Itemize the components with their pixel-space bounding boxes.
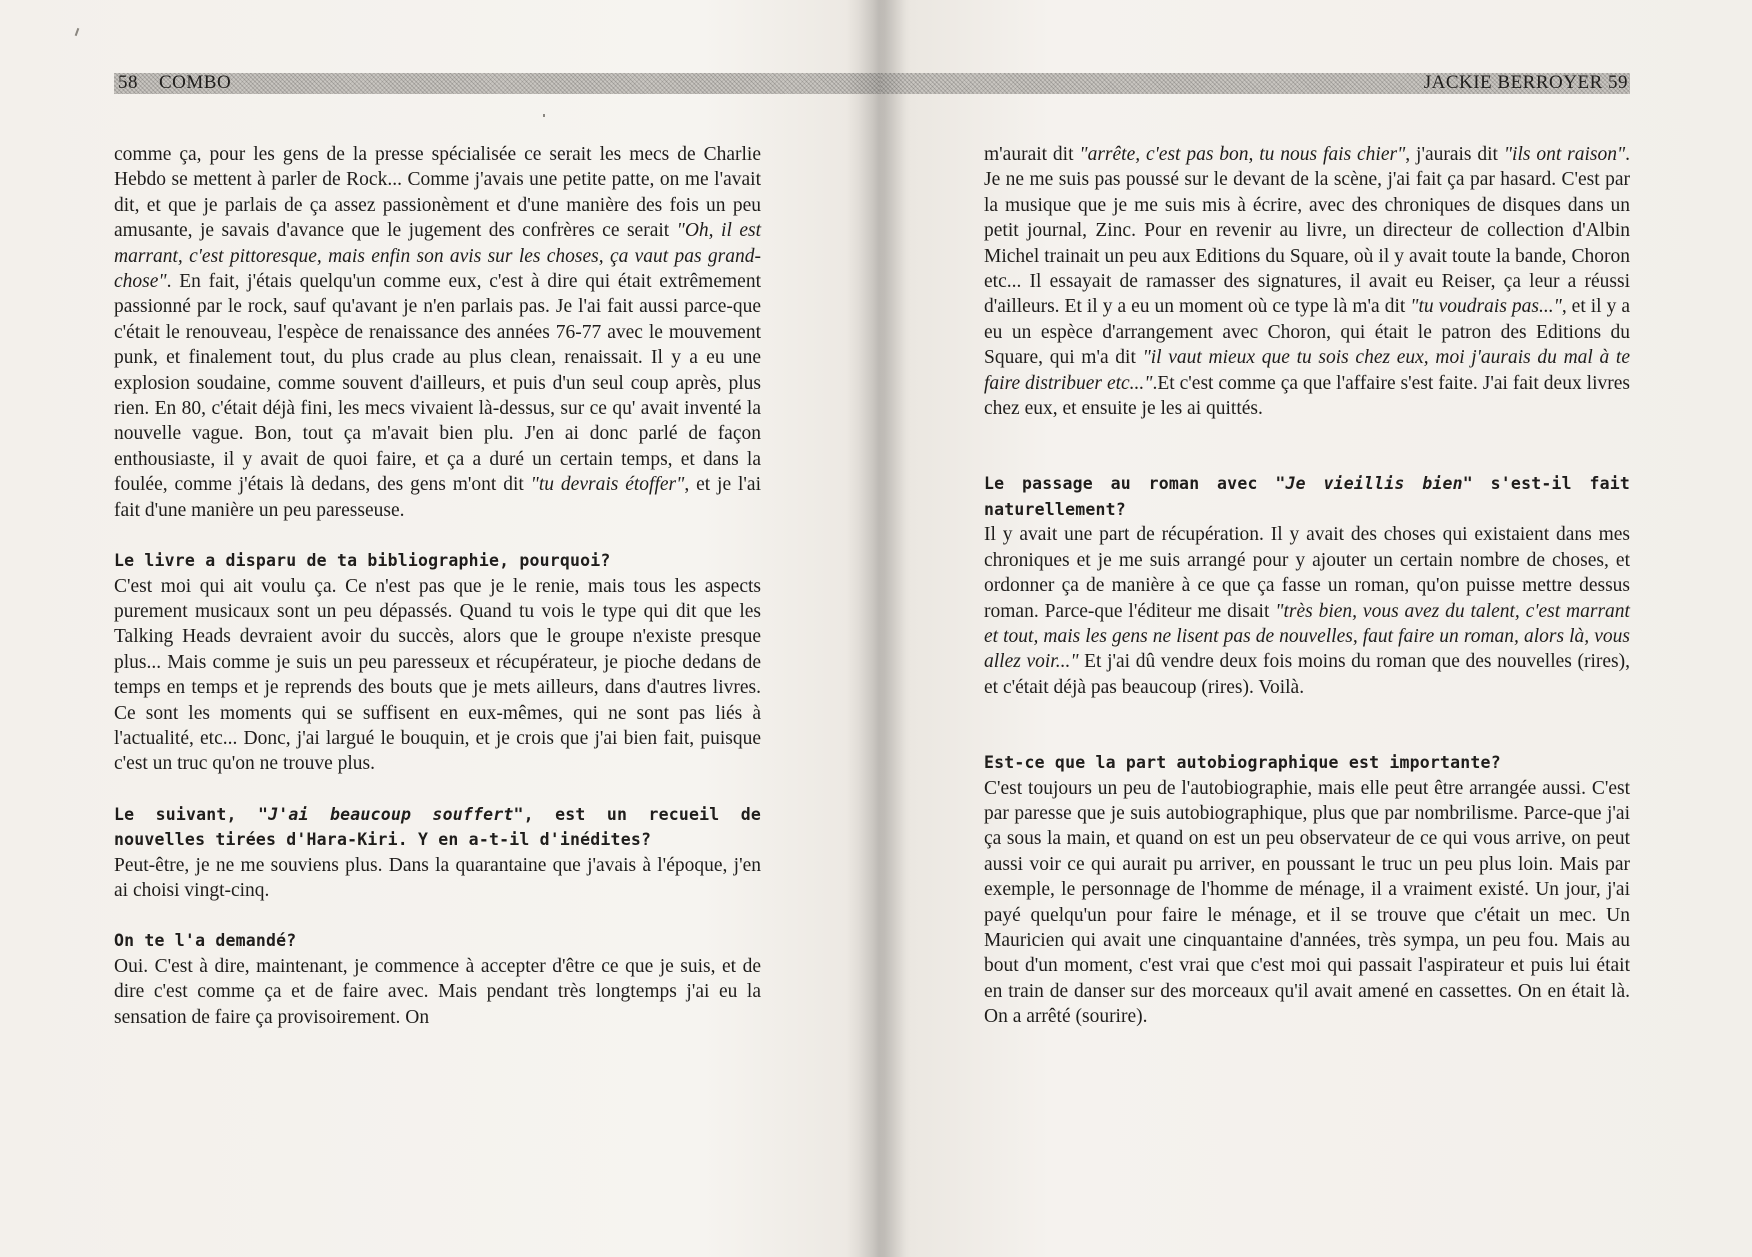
right-page	[984, 142, 1630, 1030]
quote-run: "arrête, c'est pas bon, tu nous fais chier"	[1079, 144, 1406, 165]
text-run: .Et c'est comme ça que l'affaire s'est faite. J'ai fait deux livres chez eux, et ensuite je les ai quittés.	[984, 372, 1630, 420]
right-opening-paragraph	[984, 142, 1630, 421]
stray-ink-dot	[543, 114, 545, 117]
text-run: Le suivant,	[114, 804, 259, 824]
text-run: , et il y a eu un espèce d'arrangement avec Choron, qui était le patron des Editions du Square, qui m'a dit	[984, 296, 1630, 369]
quote-run: "tu voudrais pas..."	[1410, 296, 1562, 318]
left-running-head: 58 COMBO	[118, 72, 232, 93]
interview-answer	[984, 522, 1630, 700]
interview-answer: Oui. C'est à dire, maintenant, je commence à accepter d'être ce que je suis, et de dire c'est comme ça et de faire avec. Mais pendant très longtemps j'ai eu la sensation de faire ça provisoirement. On	[114, 955, 761, 1028]
text-run: m'aurait dit	[984, 144, 1080, 165]
quote-run: "tu devrais étoffer"	[530, 474, 685, 496]
text-run: , est un recueil de nouvelles tirées d'Hara-Kiri. Y en a-t-il d'inédites?	[114, 804, 761, 850]
left-page	[114, 142, 761, 1030]
quote-run: "il vaut mieux que tu sois chez eux, moi j'aurais du mal à te faire distribuer etc..."	[984, 347, 1630, 394]
text-run: comme ça, pour les gens de la presse spécialisée ce serait les mecs de Charlie Hebdo se mettent à parler de Rock... Comme j'avais une petite patte, on me l'avait dit, et que je parlais de ça assez passionèment et d'une manière des fois un peu amusante, je savais d'avance que le jugement des confrères ce serait	[114, 144, 761, 242]
quote-run: "J'ai beaucoup souffert"	[258, 804, 524, 824]
interview-question: On te l'a demandé?	[114, 931, 297, 951]
stray-pencil-mark	[75, 28, 80, 36]
text-run: Il y avait une part de récupération. Il y avait des choses qui existaient dans mes chroniques et je me suis arrangé pour y ajouter un certain nombre de choses, et ordonner ça de manière à ce que ça fasse un roman, qu'on puisse mettre dessus roman. Parce-que l'éditeur me disait	[984, 524, 1630, 622]
interview-answer: C'est moi qui ait voulu ça. Ce n'est pas que je le renie, mais tous les aspects purement musicaux sont un peu dépassés. Quand tu vois le type qui dit que les Talking Heads devraient avoir du succès, alors que le groupe n'existe presque plus... Mais comme je suis un peu paresseux et récupérateur, je pioche dedans de temps en temps et je reprends des bouts que je mets ailleurs, dans d'autres livres. Ce sont les moments qui se suffisent en eux-mêmes, qui ne sont pas liés à l'actualité, etc... Donc, j'ai largué le bouquin, et je crois que j'ai bien fait, puisque c'est un truc qu'on ne trouve plus.	[114, 575, 761, 775]
text-run: . Je ne me suis pas poussé sur le devant de la scène, j'ai fait ça par hasard. C'est par la musique que je me suis mis à écrire, avec des chroniques de disques dans un petit journal, Zinc. Pour en revenir au livre, un directeur de collection d'Albin Michel trainait un peu aux Editions du Square, où il y avait toute la bande, Choron etc... Il essayait de ramasser des signatures, il avait eu Reiser, ça leur a réussi d'ailleurs. Et il y a eu un moment où ce type là m'a dit	[984, 144, 1631, 318]
quote-run: "très bien, vous avez du talent, c'est marrant et tout, mais les gens ne lisent pas de nouvelles, faut faire un roman, alors là, vous allez voir..."	[984, 600, 1630, 673]
text-run: . En fait, j'étais quelqu'un comme eux, c'est à dire qui était extrêmement passionné par le rock, sauf qu'avant je n'en parlais pas. Je l'ai fait aussi parce-que c'était le renouveau, l'espèce de renaissance des années 76-77 avec le mouvement punk, et finalement tout, du plus crade au plus clean, renaissait. Il y a eu une explosion soudaine, comme souvent d'ailleurs, et puis d'un seul coup après, plus rien. En 80, c'était déjà fini, les mecs vivaient là-dessus, sur ce qu' avait inventé la nouvelle vague. Bon, tout ça m'avait bien plu. J'en ai donc parlé de façon enthousiaste, il y avait de quoi faire, et ça a duré un certain temps, et dans la foulée, comme j'étais là dedans, des gens m'ont dit	[114, 271, 761, 496]
interview-answer: C'est toujours un peu de l'autobiographie, mais elle peut être arrangée aussi. C'est par paresse que je suis autobiographique, plus que par nombrilisme. Parce-que j'ai ça sous la main, et quand on est un peu observateur de ce qui vous arrive, on peut aussi voir ce qui aurait pu arriver, en poussant le truc un peu plus loin. Mais par exemple, le personnage de l'homme de ménage, il a vraiment existé. Un jour, j'ai payé quelqu'un pour faire le ménage, et il se trouve que c'était un mec. Un Mauricien qui avait une cinquantaine d'années, très sympa, un peu fou. Mais au bout d'un moment, c'est vrai que c'est moi qui passait l'aspirateur et puis lui était en train de danser sur des morceaux qu'il avait amené en cassettes. On en était là. On a arrêté (sourire).	[984, 777, 1630, 1028]
text-run: , j'aurais dit	[1405, 144, 1504, 165]
interview-question: Le livre a disparu de ta bibliographie, pourquoi?	[114, 551, 611, 571]
text-run: s'est-il fait naturellement?	[984, 474, 1630, 519]
right-running-head: JACKIE BERROYER 59	[1423, 72, 1628, 93]
quote-run: "Je vieillis bien"	[1275, 474, 1473, 494]
text-run: Le passage au roman avec	[984, 474, 1276, 494]
left-opening-paragraph	[114, 142, 761, 523]
interview-question	[984, 471, 1630, 522]
quote-run: "ils ont raison"	[1503, 144, 1626, 165]
text-run: Et j'ai dû vendre deux fois moins du roman que des nouvelles (rires), et c'était déjà pas beaucoup (rires). Voilà.	[984, 651, 1630, 698]
interview-question: Est-ce que la part autobiographique est importante?	[984, 753, 1501, 773]
text-run: , et je l'ai fait d'une manière un peu paresseuse.	[114, 474, 761, 521]
book-gutter-shadow	[846, 0, 906, 1257]
interview-question	[114, 802, 761, 853]
quote-run: "Oh, il est marrant, c'est pittoresque, mais enfin son avis sur les choses, ça vaut pas grand-chose"	[114, 220, 761, 293]
interview-answer: Peut-être, je ne me souviens plus. Dans la quarantaine que j'avais à l'époque, j'en ai choisi vingt-cinq.	[114, 854, 761, 901]
